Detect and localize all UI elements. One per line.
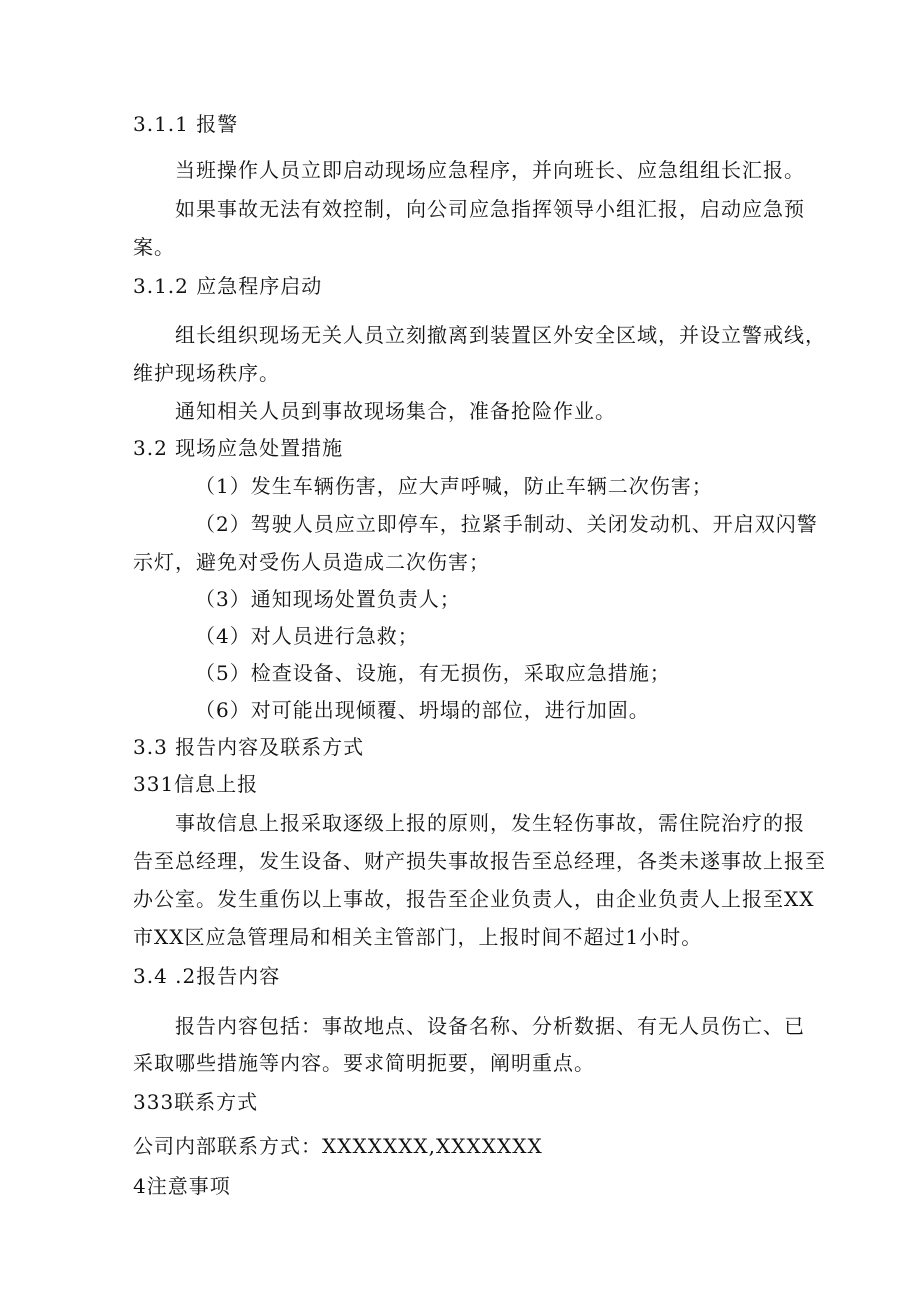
heading-3-3: 3.3 报告内容及联系方式	[133, 735, 365, 759]
paragraph-line: 当班操作人员立即启动现场应急程序，并向班长、应急组组长汇报。	[175, 158, 805, 182]
list-item-continuation: 示灯，避免对受伤人员造成二次伤害；	[133, 550, 490, 574]
paragraph-line: 案。	[133, 235, 175, 259]
contact-line: 公司内部联系方式：XXXXXXX,XXXXXXX	[133, 1134, 543, 1158]
paragraph-line: 通知相关人员到事故现场集合，准备抢险作业。	[175, 399, 616, 423]
list-item: （4）对人员进行急救；	[195, 624, 419, 648]
heading-3-1-1: 3.1.1 报警	[133, 112, 239, 136]
heading-3-1-2: 3.1.2 应急程序启动	[133, 274, 323, 298]
heading-3-2: 3.2 现场应急处置措施	[133, 436, 344, 460]
paragraph-line: 报告内容包括：事故地点、设备名称、分析数据、有无人员伤亡、已	[175, 1014, 805, 1038]
heading-4: 4注意事项	[133, 1174, 231, 1198]
heading-333: 333联系方式	[133, 1090, 259, 1114]
paragraph-line: 采取哪些措施等内容。要求简明扼要，阐明重点。	[133, 1051, 595, 1075]
paragraph-line: 市XX区应急管理局和相关主管部门，上报时间不超过1小时。	[133, 925, 703, 949]
paragraph-line: 办公室。发生重伤以上事故，报告至企业负责人，由企业负责人上报至XX	[133, 887, 815, 911]
list-item: （2）驾驶人员应立即停车，拉紧手制动、关闭发动机、开启双闪警	[195, 512, 818, 536]
paragraph-line: 事故信息上报采取逐级上报的原则，发生轻伤事故，需住院治疗的报	[175, 811, 805, 835]
paragraph-line: 组长组织现场无关人员立刻撤离到装置区外安全区域，并设立警戒线，	[175, 323, 826, 347]
paragraph-line: 告至总经理，发生设备、财产损失事故报告至总经理，各类未遂事故上报至	[133, 849, 826, 873]
heading-331: 331信息上报	[133, 772, 259, 796]
list-item: （1）发生车辆伤害，应大声呼喊，防止车辆二次伤害；	[195, 474, 713, 498]
heading-3-4: 3.4 .2报告内容	[133, 964, 281, 988]
paragraph-line: 如果事故无法有效控制，向公司应急指挥领导小组汇报，启动应急预	[175, 197, 805, 221]
paragraph-line: 维护现场秩序。	[133, 361, 280, 385]
list-item: （6）对可能出现倾覆、坍塌的部位，进行加固。	[195, 698, 650, 722]
list-item: （5）检查设备、设施，有无损伤，采取应急措施；	[195, 661, 671, 685]
list-item: （3）通知现场处置负责人；	[195, 587, 461, 611]
